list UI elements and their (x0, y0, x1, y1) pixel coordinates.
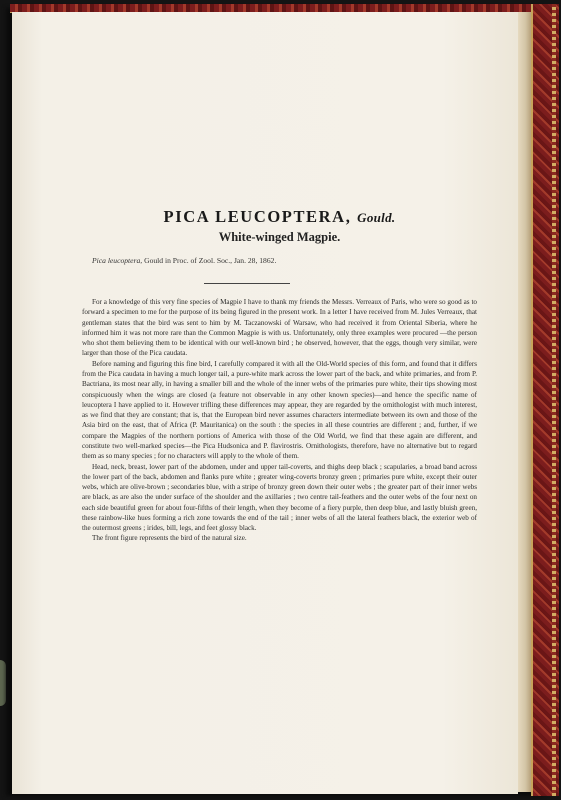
book-cover-edge (531, 4, 559, 796)
paragraph-4: The front figure represents the bird of the natural size. (92, 534, 247, 543)
plate-subtitle: White-winged Magpie. (218, 230, 341, 244)
paragraph-3: Head, neck, breast, lower part of the abdomen, under and upper tail-coverts, and thighs deep black ; scapularies, a broad band across the lower part of the back, abdomen and flanks pure white ; greater wing-coverts bronzy green ; primaries pure white, except their outer webs, which are olive-brown ; secondaries blue, with a stripe of bronzy green down their outer webs ; the greater part of their inner webs are black, as are also the under surface of the shoulder and the axillaries ; two centre tail-feathers and the outer webs of the four next on each side beautiful green for about four-fifths of their length, when they become of a fiery purple, then deep blue, and lastly bluish green, these rainbow-like hues forming a rich zone towards the end of the tail ; inner webs of all the lateral feathers black, the exterior web of the outermost greens ; irides, bill, legs, and feet glossy black. (82, 462, 477, 533)
book-page (12, 12, 518, 794)
paragraph-2: Before naming and figuring this fine bird, I carefully compared it with all the Old-World species of this form, and found that it differs from the Pica caudata in having a much longer tail, a pure-white mark across the lower part of the back, and white primaries, and from P. Bactriana, its most near ally, in having a smaller bill and the whole of the inner webs of the primaries pure white, their tips showing most conspicuously when the wings are closed (a feature not observable in any other known species)—and hence the specific name of leucoptera I have applied to it. However trifling these differences may appear, they are regarded by the ornithologist with much interest, as we find that they are constant; that is, that the European bird never assumes characters intermediate between its own and those of the Asia bird on the east, that of Africa (P. Mauritanica) on the south : the species in all these countries are different ; and, further, if we compare the Magpies of the northern portions of America with those of the Old World, we find that these again are different, and constitute two well-marked species—the Pica Hudsonica and P. flavirostris. Ornithologists, therefore, have no alternative but to regard them as so many species ; for no characters will apply to the whole of them. (82, 359, 477, 461)
title-author: Gould. (357, 210, 396, 225)
body-text (82, 297, 477, 544)
citation-species: Pica leucoptera, (92, 256, 143, 265)
divider-rule (204, 283, 290, 284)
paragraph-1: For a knowledge of this very fine species of Magpie I have to thank my friends the Messrs. Verreaux of Paris, who were so good as to forward a specimen to me for the purpose of its being figured in the present work. In a letter I have received from M. Jules Verreaux, that gentleman states that the bird was sent to him by M. Taczanowski of Warsaw, who had received it from Oriental Siberia, where he informed him it was not more rare than the Common Magpie is with us. Unfortunately, only three examples were procured —the person who shot them believing them to be identical with our well-known bird ; he observed, however, that the eggs, though very similar, were larger than those of the Pica caudata. (82, 298, 477, 358)
gilt-page-edge (517, 12, 531, 792)
citation-source: Gould in Proc. of Zool. Soc., Jan. 28, 1862. (144, 256, 277, 265)
plate-title (82, 207, 477, 227)
citation (92, 256, 276, 265)
title-species: PICA LEUCOPTERA, (163, 207, 352, 226)
